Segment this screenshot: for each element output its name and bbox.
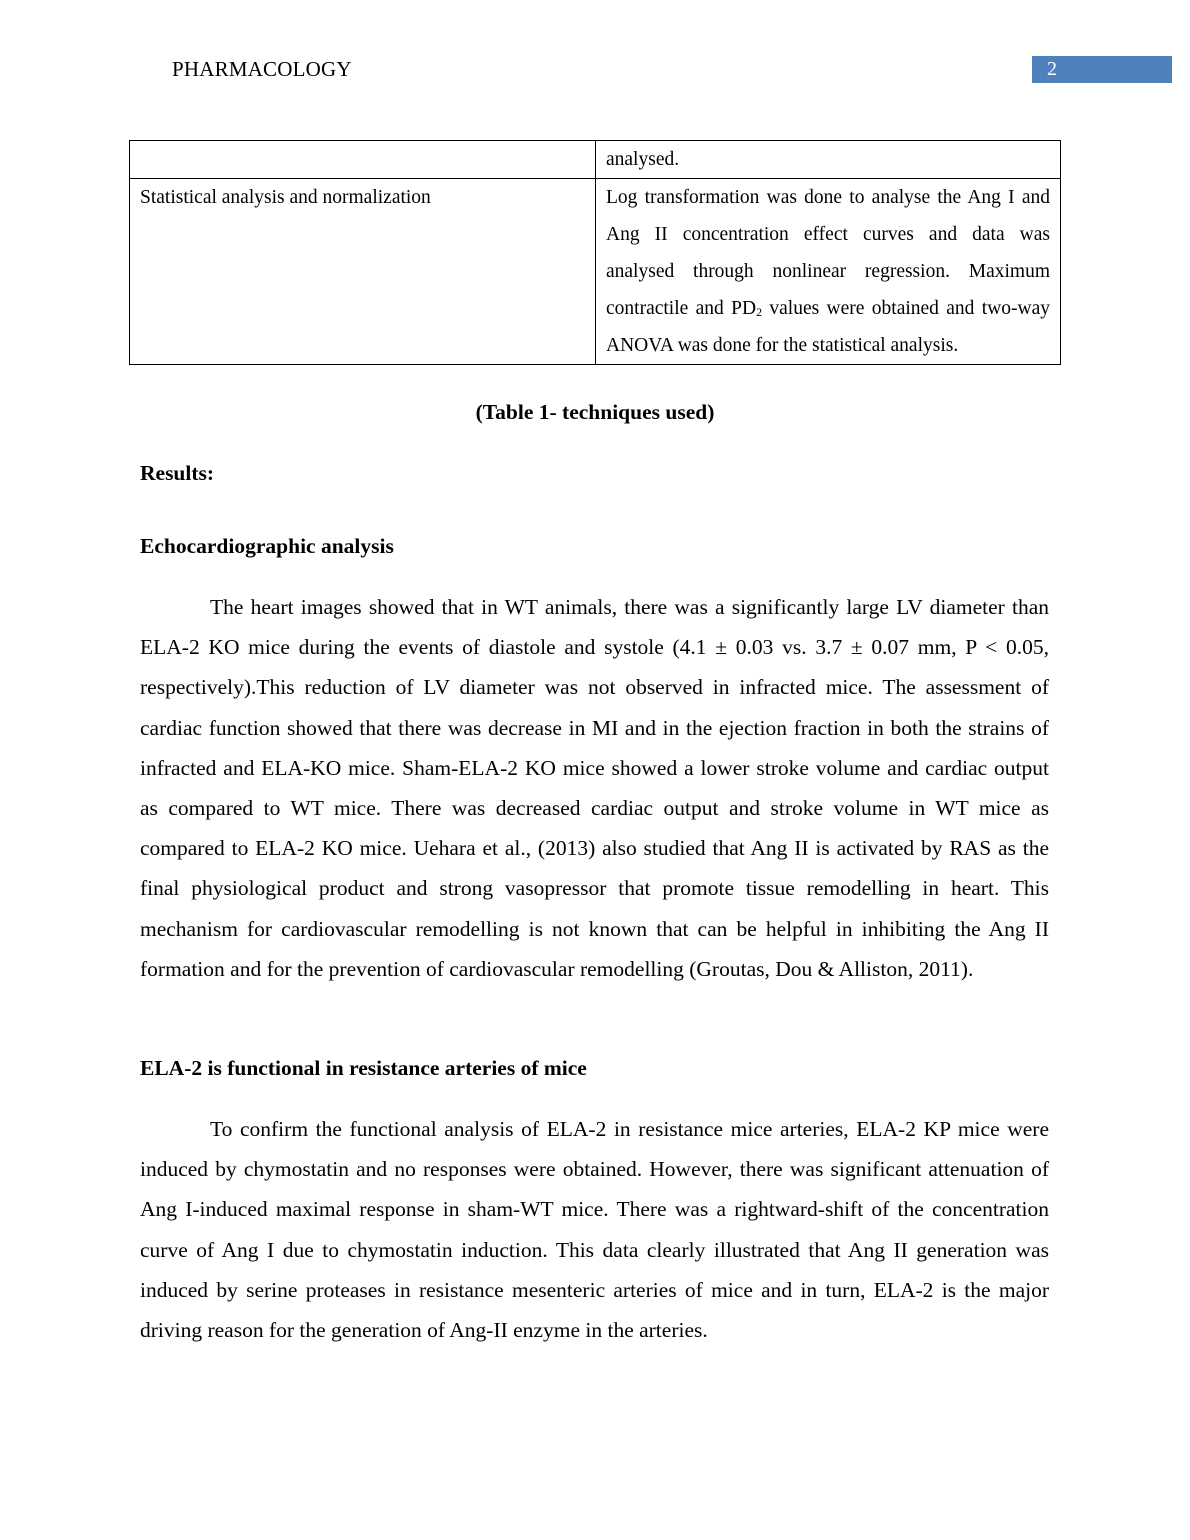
- table-row: [130, 179, 1061, 365]
- table-row: [130, 141, 1061, 179]
- results-heading: Results:: [140, 461, 215, 485]
- paragraph-echocardiographic: The heart images showed that in WT animals, there was a significantly large LV diameter than ELA-2 KO mice during the events of diastole and systole (4.1 ± 0.03 vs. 3.7 ± 0.07 mm, P < 0.05, respectively).This reduction of LV diameter was not observed in infracted mice. The assessment of cardiac function showed that there was decrease in MI and in the ejection fraction in both the strains of infracted and ELA-KO mice. Sham-ELA-2 KO mice showed a lower stroke volume and cardiac output as compared to WT mice. There was decreased cardiac output and stroke volume in WT mice as compared to ELA-2 KO mice. Uehara et al., (2013) also studied that Ang II is activated by RAS as the final physiological product and strong vasopressor that promote tissue remodelling in heart. This mechanism for cardiovascular remodelling is not known that can be helpful in inhibiting the Ang II formation and for the prevention of cardiovascular remodelling (Groutas, Dou & Alliston, 2011).: [140, 595, 1049, 981]
- paragraph-ela2-functional: To confirm the functional analysis of ELA-2 in resistance mice arteries, ELA-2 KP mice were induced by chymostatin and no responses were obtained. However, there was significant attenuation of Ang I-induced maximal response in sham-WT mice. There was a rightward-shift of the concentration curve of Ang I due to chymostatin induction. This data clearly illustrated that Ang II generation was induced by serine proteases in resistance mesenteric arteries of mice and in turn, ELA-2 is the major driving reason for the generation of Ang-II enzyme in the arteries.: [140, 1117, 1049, 1343]
- description-text: values were obtained and two-way ANOVA was done for the statistical analysis.: [606, 298, 1051, 356]
- section-heading-echocardiographic: Echocardiographic analysis: [140, 534, 394, 558]
- description-text: Log transformation was done to analyse the Ang I and Ang II concentration effect curves and data was analysed through nonlinear regression. Maximum contractile and PD: [606, 187, 1050, 319]
- table-cell-technique: Statistical analysis and normalization: [130, 179, 596, 365]
- table-caption: (Table 1- techniques used): [475, 400, 715, 424]
- table-cell-description: [596, 179, 1061, 365]
- table-cell-technique: [130, 141, 596, 179]
- page-number-badge: [1032, 56, 1172, 83]
- section-heading-ela2-functional: ELA-2 is functional in resistance arteries of mice: [140, 1056, 587, 1080]
- page-number: 2: [1047, 58, 1057, 80]
- techniques-table: [129, 140, 1061, 365]
- subscript: 2: [756, 305, 763, 319]
- running-head-title: PHARMACOLOGY: [172, 57, 352, 81]
- table-cell-description: analysed.: [596, 141, 1061, 179]
